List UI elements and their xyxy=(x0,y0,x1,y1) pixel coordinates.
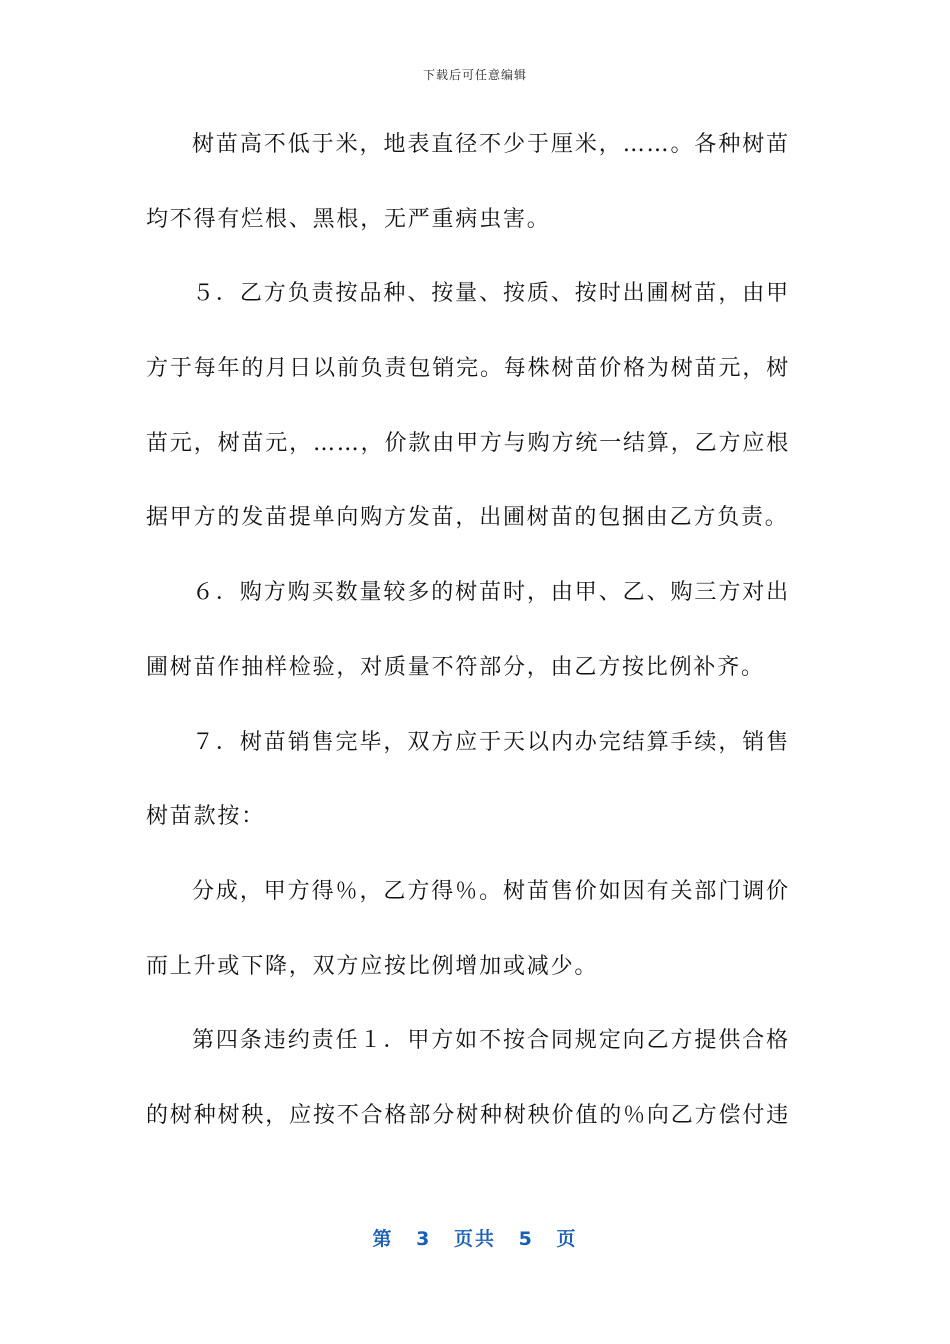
text-line: ７．树苗销售完毕，双方应于天以内办完结算手续，销售 xyxy=(192,729,790,755)
text-line: 树苗高不低于米，地表直径不少于厘米，……。各种树苗 xyxy=(192,132,790,157)
text-line: 据甲方的发苗提单向购方发苗，出圃树苗的包捆由乙方负责。 xyxy=(146,505,789,531)
page-number-footer xyxy=(0,1224,950,1251)
text-line: 而上升或下降，双方应按比例增加或减少。 xyxy=(146,953,599,979)
text-line: 分成，甲方得％，乙方得％。树苗售价如因有关部门调价 xyxy=(192,878,790,904)
text-line: 第四条违约责任１．甲方如不按合同规定向乙方提供合格 xyxy=(192,1028,790,1054)
text-line: 苗元，树苗元，……，价款由甲方与购方统一结算，乙方应根 xyxy=(146,430,790,456)
text-line: 圃树苗作抽样检验，对质量不符部分，由乙方按比例补齐。 xyxy=(146,654,765,680)
text-line: ５．乙方负责按品种、按量、按质、按时出圃树苗，由甲 xyxy=(192,281,790,307)
text-line: 均不得有烂根、黑根，无严重病虫害。 xyxy=(146,206,551,232)
page-number-text: 第 3 页共 5 页 xyxy=(372,1228,578,1250)
page-header-note: 下载后可任意编辑 xyxy=(422,68,527,82)
text-line: ６．购方购买数量较多的树苗时，由甲、乙、购三方对出 xyxy=(192,580,790,606)
document-body xyxy=(146,120,790,1166)
text-line: 的树种树秧，应按不合格部分树种树秧价值的％向乙方偿付违 xyxy=(146,1102,790,1128)
text-line: 方于每年的月日以前负责包销完。每株树苗价格为树苗元，树 xyxy=(146,356,790,382)
text-line: 树苗款按： xyxy=(146,804,266,830)
